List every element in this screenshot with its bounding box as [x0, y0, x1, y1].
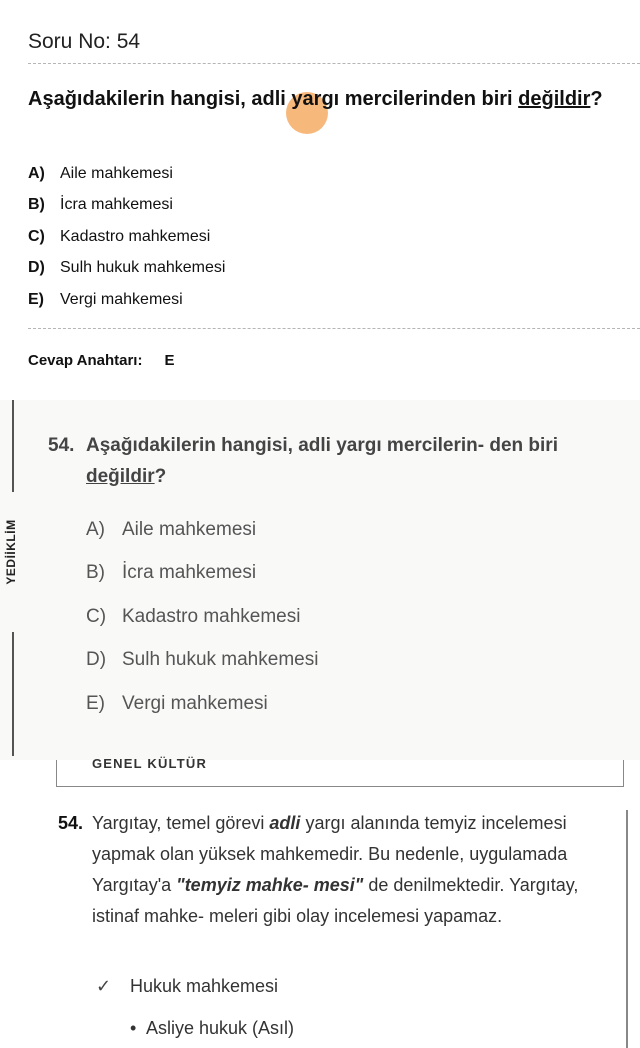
divider	[28, 63, 640, 64]
explanation-scan	[0, 756, 640, 1048]
option-c[interactable]: C) Kadastro mahkemesi	[28, 227, 211, 245]
options-list	[28, 158, 225, 316]
margin-line	[12, 400, 14, 492]
check-list-item: ✓ Hukuk mahkemesi	[96, 976, 279, 996]
option-a[interactable]: A) Aile mahkemesi	[28, 164, 173, 182]
bullet-list-item: • Asliye hukuk (Asıl)	[130, 1018, 295, 1038]
book-option-e: E) Vergi mahkemesi	[86, 692, 268, 714]
book-option-b: B) İcra mahkemesi	[86, 562, 257, 584]
option-d[interactable]: D) Sulh hukuk mahkemesi	[28, 259, 226, 277]
explanation-text: 54. Yargıtay, temel görevi adli yargı alanında temyiz incelemesi yapmak olan yüksek mahkemedir. Bu nedenle, uygulamada Yargıtay'a "temyiz mahke- mesi" de denilmektedir. Yargıtay, istinaf mahke- meleri gibi olay incelemesi yapamaz.	[58, 808, 604, 932]
explanation-number: 54.	[58, 813, 84, 833]
book-question-scan	[0, 400, 640, 760]
margin-line	[12, 632, 14, 756]
book-option-d: D) Sulh hukuk mahkemesi	[86, 649, 319, 671]
book-question-text: 54. Aşağıdakilerin hangisi, adli yargı mercilerin- den biri değildir?	[48, 430, 608, 492]
margin-line	[626, 810, 628, 1048]
book-option-a: A) Aile mahkemesi	[86, 518, 257, 540]
answer-key-value: E	[164, 352, 175, 369]
section-header: GENEL KÜLTÜR	[92, 756, 208, 771]
book-options-list	[86, 508, 318, 726]
underlined-word: değildir	[518, 88, 591, 110]
answer-key-label: Cevap Anahtarı:	[28, 352, 143, 369]
question-number: Soru No: 54	[28, 30, 141, 53]
book-option-c: C) Kadastro mahkemesi	[86, 605, 301, 627]
publisher-brand: YEDİİKLİM	[4, 519, 18, 585]
answer-key	[28, 352, 175, 369]
bullet-icon: •	[130, 1018, 137, 1038]
check-mark-icon: ✓	[96, 976, 112, 996]
underlined-word: değildir	[86, 466, 155, 487]
quiz-card	[0, 0, 640, 400]
book-question-number: 54.	[48, 435, 75, 456]
option-e[interactable]: E) Vergi mahkemesi	[28, 290, 183, 308]
question-text: Aşağıdakilerin hangisi, adli yargı mercilerinden biri değildir?	[28, 88, 603, 110]
option-b[interactable]: B) İcra mahkemesi	[28, 196, 173, 214]
divider	[28, 328, 640, 329]
